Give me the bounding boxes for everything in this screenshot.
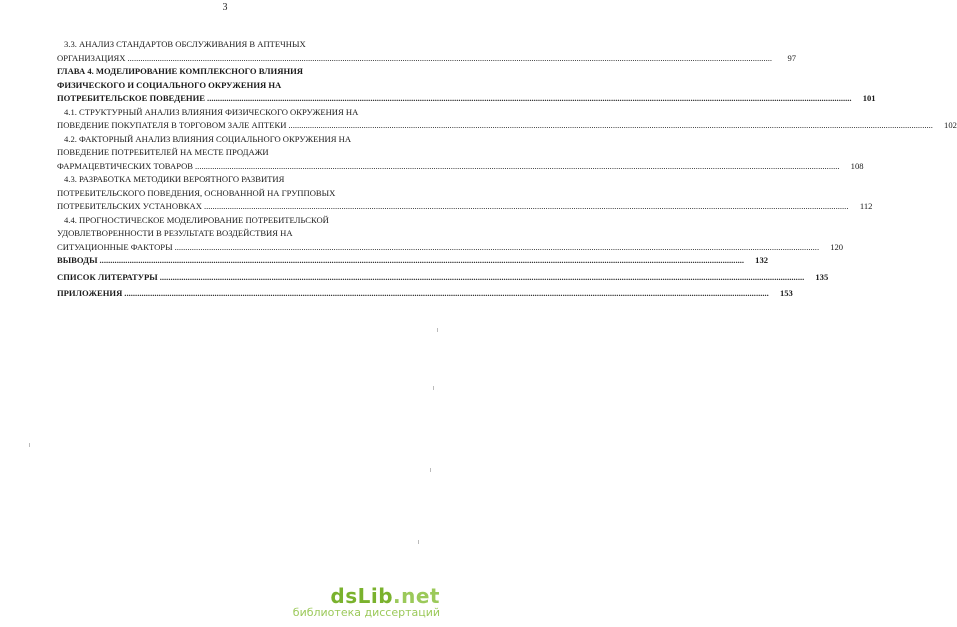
toc-leader-dots: ............................................................................................................................................................................................................................................................................................................ xyxy=(207,93,852,103)
toc-page-number: 108 xyxy=(850,160,864,171)
toc-page-number: 102 xyxy=(944,120,957,130)
toc-section-entry xyxy=(57,173,873,214)
watermark-logo xyxy=(293,584,440,608)
toc-page-number: 120 xyxy=(830,241,844,252)
toc-entry-line: 3.3. АНАЛИЗ СТАНДАРТОВ ОБСЛУЖИВАНИЯ В АПТЕЧНЫХ xyxy=(64,39,306,49)
toc-entry-line: УДОВЛЕТВОРЕННОСТИ В РЕЗУЛЬТАТЕ ВОЗДЕЙСТВИЯ НА xyxy=(57,228,293,238)
margin-mark xyxy=(430,468,431,472)
toc-entry-line: ФАРМАЦЕВТИЧЕСКИХ ТОВАРОВ xyxy=(57,160,194,171)
toc-chapter-entry xyxy=(57,254,769,268)
toc-entry-line: 4.2. ФАКТОРНЫЙ АНАЛИЗ ВЛИЯНИЯ СОЦИАЛЬНОГО ОКРУЖЕНИЯ НА xyxy=(64,133,352,144)
toc-entry-line: 4.4. ПРОГНОСТИЧЕСКОЕ МОДЕЛИРОВАНИЕ ПОТРЕБИТЕЛЬСКОЙ xyxy=(64,214,329,225)
watermark-logo-main: dsLib xyxy=(330,584,394,608)
toc-entry-last-line xyxy=(57,254,769,268)
toc-entry-last-line xyxy=(57,241,844,255)
toc-entry-line: ПОВЕДЕНИЕ ПОТРЕБИТЕЛЕЙ НА МЕСТЕ ПРОДАЖИ xyxy=(57,147,269,157)
toc-entry-line: ОРГАНИЗАЦИЯХ xyxy=(57,52,126,63)
table-of-contents xyxy=(57,38,957,304)
toc-entry-line: 4.3. РАЗРАБОТКА МЕТОДИКИ ВЕРОЯТНОГО РАЗВИТИЯ xyxy=(64,174,285,184)
margin-mark xyxy=(437,328,438,332)
watermark-subtitle: библиотека диссертаций xyxy=(292,606,440,619)
toc-entry-line: СПИСОК ЛИТЕРАТУРЫ xyxy=(57,271,158,282)
toc-leader-dots: ............................................................................................................................................................................................................................................................................................................ xyxy=(288,120,933,130)
toc-leader-dots: ............................................................................................................................................................................................................................................................................................................ xyxy=(124,288,769,298)
toc-leader-dots: ............................................................................................................................................................................................................................................................................................................ xyxy=(203,201,849,211)
page-number: 3 xyxy=(222,2,228,13)
spacer xyxy=(57,301,419,304)
toc-entry-last-line xyxy=(57,92,876,106)
toc-leader-dots: ............................................................................................................................................................................................................................................................................................................ xyxy=(159,271,805,282)
toc-page-number: 135 xyxy=(815,271,829,282)
toc-entry-last-line xyxy=(57,52,797,66)
toc-entry-last-line xyxy=(57,287,793,301)
margin-mark xyxy=(418,540,419,544)
toc-entry-line: СИТУАЦИОННЫЕ ФАКТОРЫ xyxy=(57,241,173,252)
toc-page-number: 112 xyxy=(859,201,873,211)
toc-page-number: 97 xyxy=(787,52,797,63)
toc-entry-last-line xyxy=(57,119,957,133)
toc-leader-dots: ............................................................................................................................................................................................................................................................................................................ xyxy=(127,52,773,63)
toc-entry-line: ФИЗИЧЕСКОГО И СОЦИАЛЬНОГО ОКРУЖЕНИЯ НА xyxy=(57,79,282,90)
toc-entry-last-line xyxy=(57,271,829,285)
toc-entry-last-line xyxy=(57,160,864,174)
toc-entry-line: ПОТРЕБИТЕЛЬСКОЕ ПОВЕДЕНИЕ xyxy=(57,93,206,103)
toc-page-number: 132 xyxy=(755,255,769,265)
toc-entry-line: ПОТРЕБИТЕЛЬСКОГО ПОВЕДЕНИЯ, ОСНОВАННОЙ НА ГРУППОВЫХ xyxy=(57,187,336,198)
margin-mark xyxy=(29,443,30,447)
toc-entry-last-line xyxy=(57,200,873,214)
toc-page-number: 101 xyxy=(862,93,876,103)
toc-entry-line: ПРИЛОЖЕНИЯ xyxy=(57,288,123,298)
toc-section-entry xyxy=(57,38,797,65)
toc-section-entry xyxy=(57,133,864,174)
toc-entry-line: ГЛАВА 4. МОДЕЛИРОВАНИЕ КОМПЛЕКСНОГО ВЛИЯНИЯ xyxy=(57,66,304,76)
toc-chapter-entry xyxy=(57,271,829,285)
toc-section-entry xyxy=(57,106,957,133)
watermark xyxy=(293,584,440,619)
toc-chapter-entry xyxy=(57,287,793,301)
toc-chapter-entry xyxy=(57,65,876,106)
toc-leader-dots: ............................................................................................................................................................................................................................................................................................................ xyxy=(99,255,745,265)
toc-leader-dots: ............................................................................................................................................................................................................................................................................................................ xyxy=(195,160,840,171)
toc-leader-dots: ............................................................................................................................................................................................................................................................................................................ xyxy=(174,241,820,252)
watermark-logo-tld: .net xyxy=(393,584,440,608)
toc-entry-line: ВЫВОДЫ xyxy=(57,255,98,265)
toc-page-number: 153 xyxy=(779,288,793,298)
toc-section-entry xyxy=(57,214,844,255)
toc-entry-line: ПОВЕДЕНИЕ ПОКУПАТЕЛЯ В ТОРГОВОМ ЗАЛЕ АПТЕКИ xyxy=(57,120,287,130)
toc-entry-line: ПОТРЕБИТЕЛЬСКИХ УСТАНОВКАХ xyxy=(57,201,202,211)
toc-entry-line: 4.1. СТРУКТУРНЫЙ АНАЛИЗ ВЛИЯНИЯ ФИЗИЧЕСКОГО ОКРУЖЕНИЯ НА xyxy=(64,106,359,117)
margin-mark xyxy=(433,386,434,390)
